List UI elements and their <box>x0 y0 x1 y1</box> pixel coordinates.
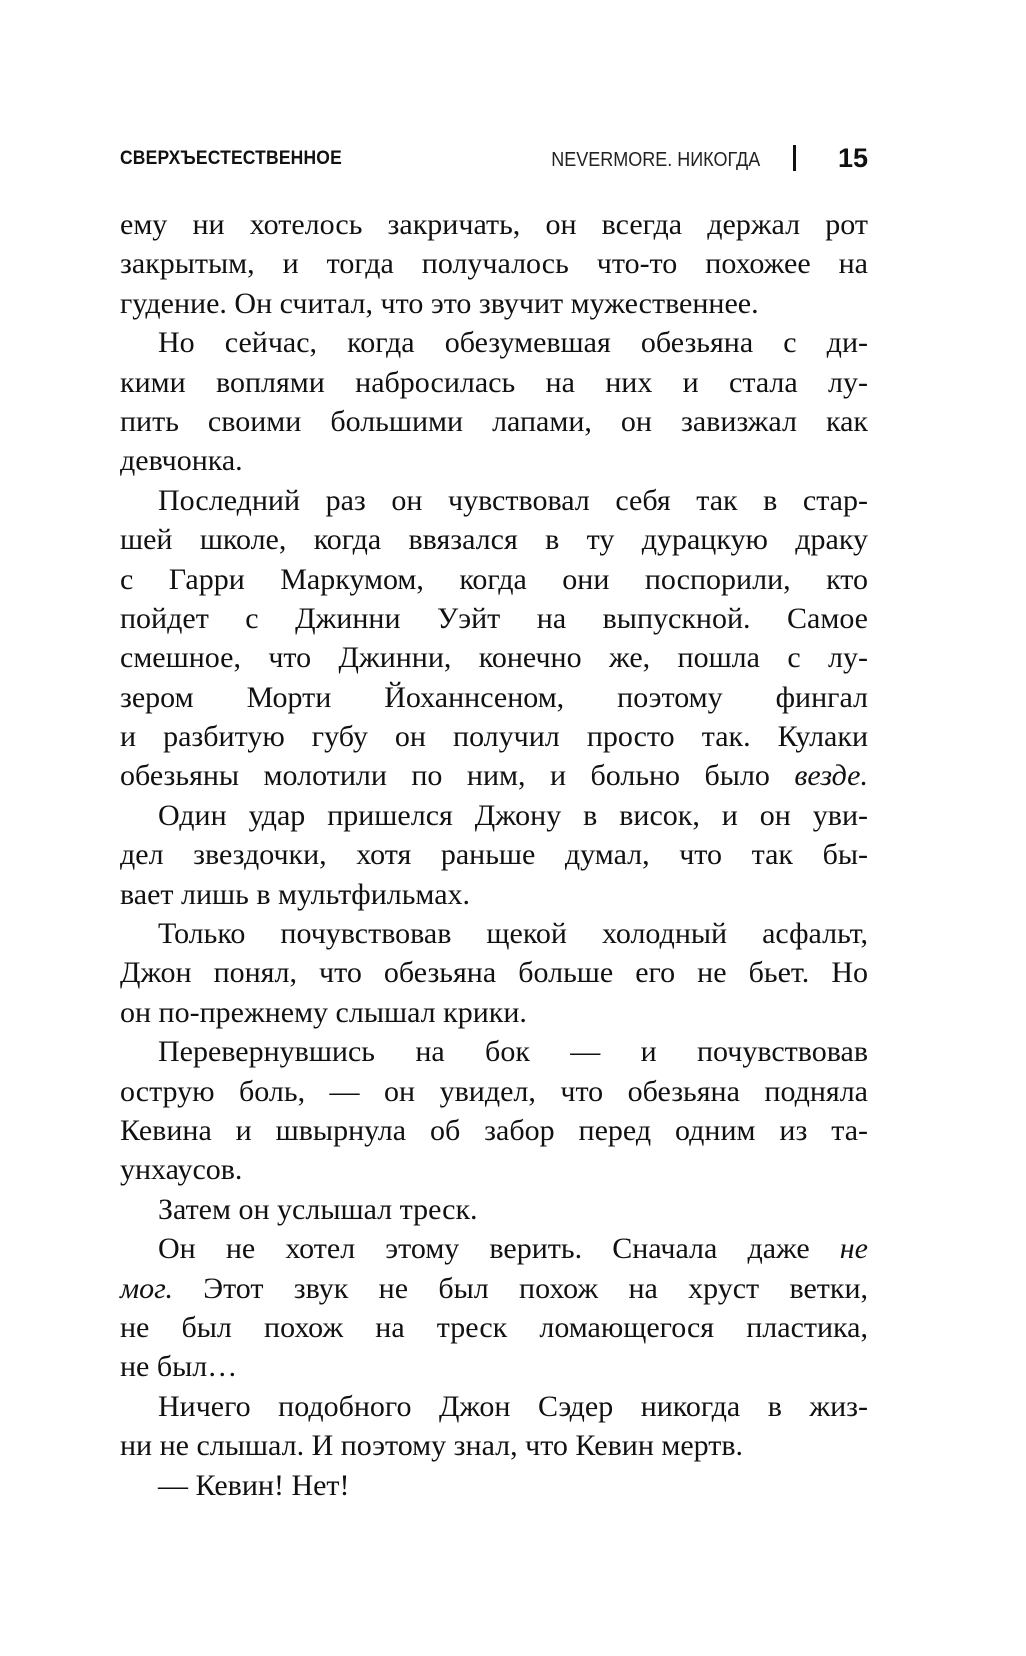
text-run: смешное, что Джинни, конечно же, пошла с лу- <box>120 641 868 675</box>
text-run: пить своими большими лапами, он завизжал как <box>120 404 868 438</box>
section-title: СВЕРХЪЕСТЕСТВЕННОЕ <box>120 148 342 169</box>
text-run: не был похож на треск ломающегося пластика, <box>120 1310 868 1344</box>
text-line <box>120 1308 868 1347</box>
text-line <box>120 875 868 914</box>
text-run: он по-прежнему слышал крики. <box>120 995 527 1029</box>
text-line <box>120 441 868 480</box>
text-line <box>120 993 868 1032</box>
text-run: обезьяны молотили по ним, и больно было <box>120 759 795 793</box>
text-run: Последний раз он чувствовал себя так в стар- <box>158 483 868 517</box>
text-run: ни не слышал. И поэтому знал, что Кевин мертв. <box>120 1429 744 1463</box>
text-run: зером Морти Йоханнсеном, поэтому фингал <box>120 680 868 714</box>
header-divider <box>793 145 796 171</box>
text-run: Только почувствовав щекой холодный асфальт, <box>158 917 868 951</box>
text-line <box>120 1150 868 1189</box>
text-run: Этот звук не был похож на хруст ветки, <box>172 1271 868 1305</box>
text-run: кими воплями набросилась на них и стала лу- <box>120 365 868 399</box>
text-run: Затем он услышал треск. <box>158 1192 478 1226</box>
text-line <box>120 1466 868 1505</box>
text-run: — Кевин! Нет! <box>158 1468 350 1502</box>
text-run: острую боль, — он увидел, что обезьяна подняла <box>120 1074 868 1108</box>
text-line <box>120 284 868 323</box>
text-line <box>120 1072 868 1111</box>
text-run: Но сейчас, когда обезумевшая обезьяна с ди- <box>158 326 868 360</box>
text-line <box>120 1032 868 1071</box>
text-line <box>120 520 868 559</box>
text-run: пойдет с Джинни Уэйт на выпускной. Самое <box>120 601 868 635</box>
text-line <box>120 914 868 953</box>
italic-text: мог. <box>120 1271 173 1305</box>
text-line <box>120 1229 868 1268</box>
text-run: Он не хотел этому верить. Сначала даже <box>158 1232 840 1266</box>
text-line <box>120 402 868 441</box>
text-line <box>120 363 868 402</box>
text-line <box>120 835 868 874</box>
text-run: закрытым, и тогда получалось что-то похожее на <box>120 247 868 281</box>
text-line <box>120 1111 868 1150</box>
text-run: не был… <box>120 1350 238 1384</box>
text-line <box>120 560 868 599</box>
italic-text: не <box>839 1232 868 1266</box>
text-line <box>120 323 868 362</box>
text-line <box>120 717 868 756</box>
running-header <box>120 145 868 175</box>
page-number: 15 <box>837 143 868 173</box>
italic-text: везде. <box>794 759 868 793</box>
text-line <box>120 796 868 835</box>
text-run: Ничего подобного Джон Сэдер никогда в жиз- <box>158 1389 868 1423</box>
text-line <box>120 953 868 992</box>
text-run: Перевернувшись на бок — и почувствовав <box>158 1035 868 1069</box>
text-run: ему ни хотелось закричать, он всегда держал рот <box>120 208 868 241</box>
chapter-title: NEVERMORE. НИКОГДА <box>551 149 760 171</box>
text-run: шей школе, когда ввязался в ту дурацкую драку <box>120 523 868 557</box>
page-body-text <box>120 205 868 1505</box>
text-line <box>120 1269 868 1308</box>
text-run: девчонка. <box>120 444 243 478</box>
text-line <box>120 638 868 677</box>
text-run: гудение. Он считал, что это звучит мужественнее. <box>120 286 759 320</box>
text-line <box>120 1347 868 1386</box>
text-line <box>120 599 868 638</box>
text-run: Один удар пришелся Джону в висок, и он уви- <box>158 798 868 832</box>
text-line <box>120 756 868 795</box>
text-line <box>120 244 868 283</box>
text-run: дел звездочки, хотя раньше думал, что так бы- <box>120 838 868 872</box>
text-run: с Гарри Маркумом, когда они поспорили, кто <box>120 562 868 596</box>
text-run: унхаусов. <box>120 1153 243 1187</box>
text-line <box>120 1426 868 1465</box>
text-line <box>120 678 868 717</box>
text-line <box>120 481 868 520</box>
text-line <box>120 1387 868 1426</box>
text-run: Джон понял, что обезьяна больше его не бьет. Но <box>120 956 868 990</box>
text-line <box>120 1190 868 1229</box>
text-run: Кевина и швырнула об забор перед одним из та- <box>120 1113 868 1147</box>
text-run: вает лишь в мультфильмах. <box>120 877 471 911</box>
text-line <box>120 205 868 244</box>
text-run: и разбитую губу он получил просто так. Кулаки <box>120 720 868 754</box>
